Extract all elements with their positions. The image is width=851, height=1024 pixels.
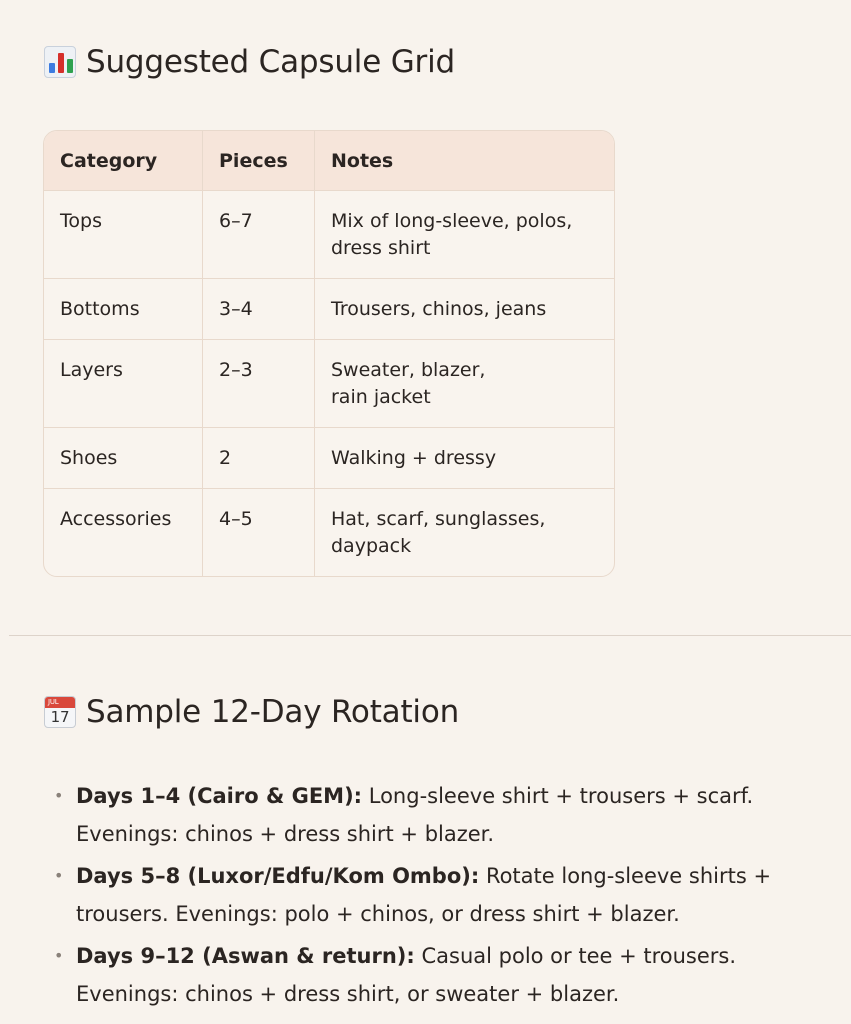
table-row (44, 489, 614, 577)
bullet-icon: • (54, 786, 64, 805)
notes-line: Trousers, chinos, jeans (331, 298, 547, 320)
pieces-cell: 4–5 (203, 489, 315, 577)
notes-line: Walking + dressy (331, 447, 497, 469)
category-cell: Accessories (44, 489, 203, 577)
calendar-day: 17 (50, 708, 70, 726)
category-cell: Layers (44, 340, 203, 428)
calendar-icon (44, 696, 76, 728)
notes-line: Sweater, blazer, (331, 359, 486, 381)
pieces-cell: 2–3 (203, 340, 315, 428)
bar-chart-icon (44, 46, 76, 78)
rotation-label: Days 5–8 (Luxor/Edfu/Kom Ombo): (76, 864, 480, 888)
table-row (44, 428, 614, 489)
table-row (44, 279, 614, 340)
capsule-grid-title: Suggested Capsule Grid (86, 44, 455, 80)
category-cell: Tops (60, 210, 102, 232)
table-row (44, 191, 614, 279)
notes-cell (315, 191, 615, 279)
calendar-month: JUL (45, 697, 75, 708)
bullet-icon: • (54, 866, 64, 885)
list-item (40, 857, 820, 933)
rotation-title: Sample 12-Day Rotation (86, 694, 460, 730)
rotation-heading (44, 694, 459, 730)
notes-cell (315, 428, 615, 489)
column-header-category: Category (44, 131, 203, 191)
rotation-text: Rotate long-sleeve shirts + trousers. Evenings: polo + chinos, or dress shirt + blazer. (76, 864, 772, 926)
rotation-text: Casual polo or tee + trousers. Evenings: chinos + dress shirt, or sweater + blazer. (76, 944, 737, 1006)
notes-cell (315, 340, 615, 428)
rotation-text: Long-sleeve shirt + trousers + scarf. Evenings: chinos + dress shirt + blazer. (76, 784, 754, 846)
notes-cell (315, 489, 615, 577)
rotation-list (40, 777, 820, 1017)
rotation-label: Days 1–4 (Cairo & GEM): (76, 784, 363, 808)
category-cell: Shoes (44, 428, 203, 489)
list-item (40, 777, 820, 853)
column-header-notes: Notes (315, 131, 615, 191)
pieces-cell: 2 (203, 428, 315, 489)
table-header-row (44, 131, 614, 191)
capsule-grid-heading (44, 44, 455, 80)
notes-line: dress shirt (331, 237, 431, 259)
pieces-cell: 6–7 (203, 191, 315, 279)
section-divider (9, 635, 851, 636)
pieces-cell: 3–4 (203, 279, 315, 340)
category-cell: Bottoms (44, 279, 203, 340)
notes-line: daypack (331, 535, 412, 557)
list-item (40, 937, 820, 1013)
notes-cell (315, 279, 615, 340)
table-row (44, 340, 614, 428)
capsule-grid-table (43, 130, 615, 577)
notes-line: Hat, scarf, sunglasses, (331, 508, 546, 530)
column-header-pieces: Pieces (203, 131, 315, 191)
rotation-label: Days 9–12 (Aswan & return): (76, 944, 415, 968)
notes-line: Mix of long-sleeve, polos, (331, 210, 573, 232)
notes-line: rain jacket (331, 386, 431, 408)
bullet-icon: • (54, 946, 64, 965)
